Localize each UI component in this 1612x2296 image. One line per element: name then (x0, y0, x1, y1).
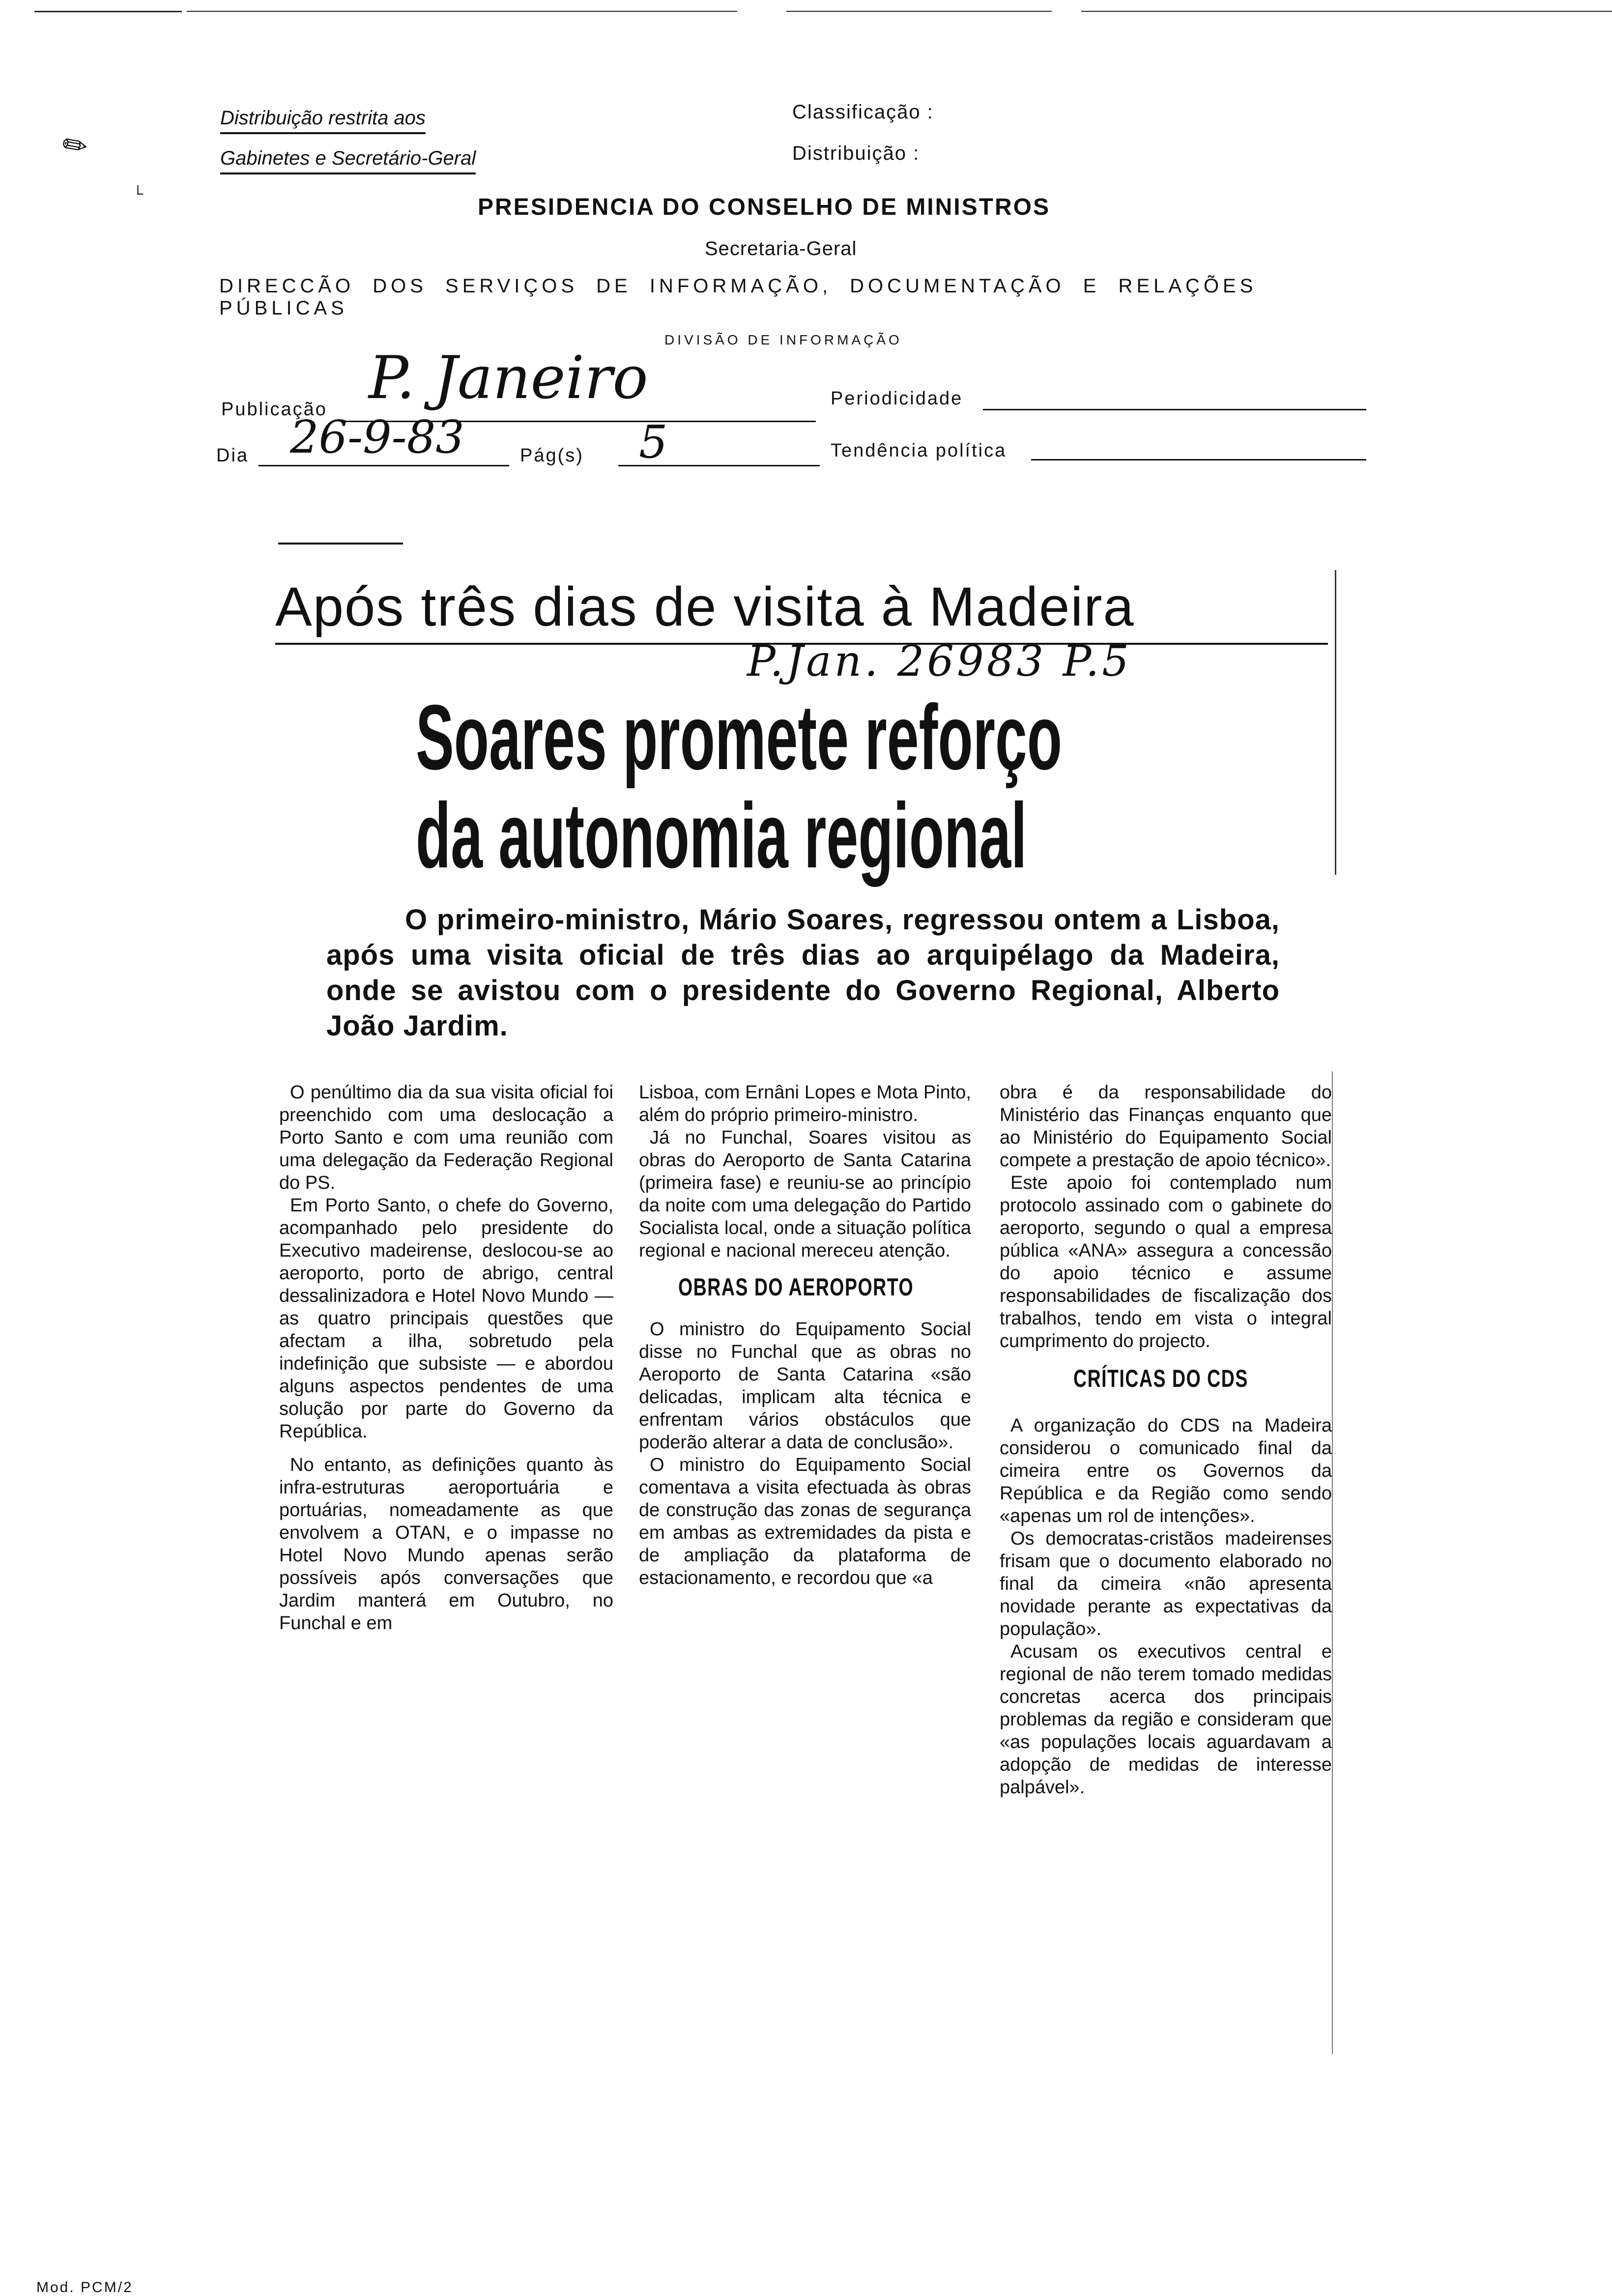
article-kicker: Após três dias de visita à Madeira (275, 576, 1135, 637)
col3-paragraph: Acusam os executivos central e regional de não terem tomado medidas concretas acerca dos principais problemas da região e consideram que «as populações locais aguardavam a adopção de medidas de interesse palpável». (1000, 1641, 1332, 1798)
pags-value: 5 (639, 416, 668, 468)
col2-paragraph: Já no Funchal, Soares visitou as obras do Aeroporto de Santa Catarina (primeira fase) e reuniu-se ao princípio da noite com uma delegação do Partido Socialista local, onde a situação política regional e nacional mereceu atenção. (639, 1127, 971, 1261)
periodicidade-line (983, 409, 1366, 410)
pin-mark-icon: ✎ (56, 125, 95, 167)
right-cut-line (1332, 1071, 1333, 2054)
top-rule (187, 11, 737, 12)
lead-paragraph: O primeiro-ministro, Mário Soares, regressou ontem a Lisboa, após uma visita oficial de três dias ao arquipélago da Madeira, onde se avistou com o presidente do Governo Regional, Alberto João Jardim. (326, 904, 1280, 1042)
divisao-title: DIVISÃO DE INFORMAÇÃO (664, 332, 902, 347)
direccao-title: DIRECCÃO DOS SERVIÇOS DE INFORMAÇÃO, DOCUMENTAÇÃO E RELAÇÕES PÚBLICAS (219, 275, 1257, 319)
form-code: Mod. PCM/2 (36, 2279, 133, 2296)
dia-line (259, 465, 509, 466)
col3-paragraph: Este apoio foi contemplado num protocolo assinado com o gabinete do aeroporto, segundo o qual a empresa pública «ANA» assegura a concessão do apoio técnico e assume responsabilidades de fiscalização dos trabalhos, tendo em vista o integral cumprimento do projecto. (1000, 1173, 1332, 1351)
presidencia-title: PRESIDENCIA DO CONSELHO DE MINISTROS (478, 194, 1050, 220)
col2-paragraph: O ministro do Equipamento Social disse no Funchal que as obras no Aeroporto de Santa Catarina «são delicadas, implicam alta técnica e enfrentam vários obstáculos que poderão alterar a data de conclusão». (639, 1319, 971, 1453)
distribuicao-label: Distribuição : (792, 143, 920, 164)
subhead-obras-aeroporto: OBRAS DO AEROPORTO (678, 1273, 914, 1301)
col3-paragraph: A organização do CDS na Madeira considerou o comunicado final da cimeira entre os Governos da República e da Região como sendo «apenas um rol de intenções». (1000, 1415, 1332, 1526)
headline-line1: Soares promete reforço (416, 686, 1063, 789)
periodicidade-label: Periodicidade (831, 388, 963, 409)
corner-mark: └ (133, 186, 144, 202)
column-3 (1000, 1081, 1332, 1799)
col3-paragraph: Os democratas-cristãos madeirenses frisam que o documento elaborado no final da cimeira «não apresenta novidade perante as expectativas da população». (1000, 1528, 1332, 1639)
publicacao-value: P. Janeiro (369, 344, 648, 412)
col1-paragraph: Em Porto Santo, o chefe do Governo, acompanhado pelo presidente do Executivo madeirense, deslocou-se ao aeroporto, porto de abrigo, central dessalinizadora e Hotel Novo Mundo — as quatro principais questões que afectam a ilha, sobretudo pela indefinição que subsiste — e abordou alguns aspectos pendentes de uma solução por parte do Governo da República. (279, 1195, 613, 1442)
col1-paragraph: O penúltimo dia da sua visita oficial foi preenchido com uma deslocação a Porto Santo e com uma reunião com uma delegação da Federação Regional do PS. (279, 1082, 613, 1193)
clipping-reference: P.Jan. 26983 P.5 (747, 637, 1132, 686)
tendencia-line (1031, 459, 1366, 460)
headline-line2: da autonomia regional (416, 784, 1027, 887)
article-rule (278, 543, 403, 545)
distribution-line2: Gabinetes e Secretário-Geral (220, 147, 476, 174)
classificacao-label: Classificação : (792, 101, 934, 123)
pags-label: Pág(s) (520, 445, 584, 466)
column-1 (279, 1081, 613, 1635)
column-2 (639, 1081, 971, 1589)
dia-value: 26-9-83 (290, 411, 464, 463)
top-rule (34, 11, 182, 12)
dia-label: Dia (216, 445, 249, 466)
subhead-criticas-cds: CRÍTICAS DO CDS (1073, 1365, 1248, 1392)
tendencia-label: Tendência política (831, 440, 1007, 461)
col1-paragraph: No entanto, as definições quanto às infra-estruturas aeroportuária e portuárias, nomeadamente as que envolvem a OTAN, e o impasse no Hotel Novo Mundo apenas serão possíveis após conversações que Jardim manterá em Outubro, no Funchal e em (279, 1455, 613, 1634)
top-rule (1081, 11, 1612, 12)
col2-paragraph: Lisboa, com Ernâni Lopes e Mota Pinto, além do próprio primeiro-ministro. (639, 1082, 971, 1125)
publicacao-label: Publicação (221, 399, 327, 420)
top-rule (786, 11, 1052, 12)
col3-paragraph: obra é da responsabilidade do Ministério das Finanças enquanto que ao Ministério do Equipamento Social compete a prestação de apoio técnico». (1000, 1082, 1332, 1171)
distribution-line1: Distribuição restrita aos (220, 107, 426, 134)
secretaria-title: Secretaria-Geral (705, 238, 857, 259)
col2-paragraph: O ministro do Equipamento Social comentava a visita efectuada às obras de construção das zonas de segurança em ambas as extremidades da pista e de ampliação da plataforma de estacionamento, e recordou que «a (639, 1455, 971, 1588)
right-cut-line (1335, 570, 1336, 875)
